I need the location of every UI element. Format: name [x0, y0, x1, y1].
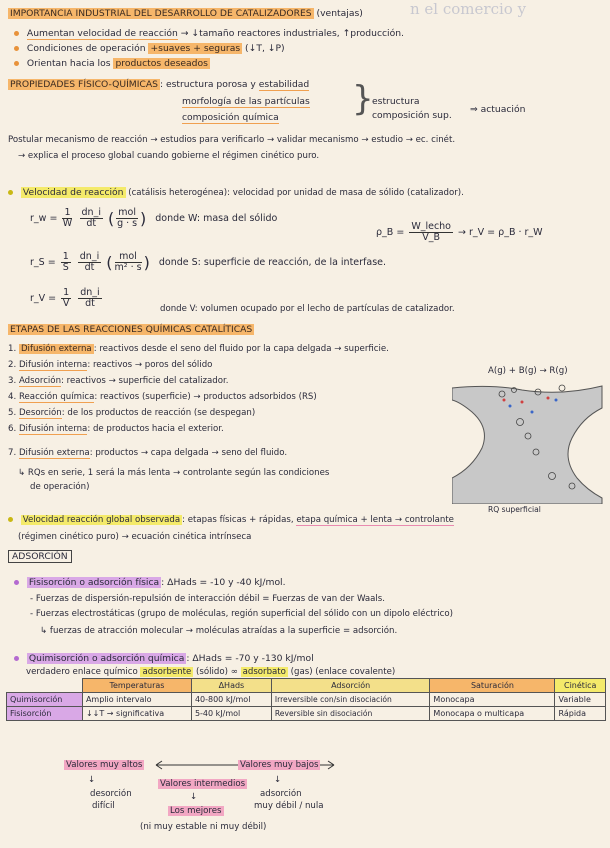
list-item: 6. Difusión interna: de productos hacia el exterior. — [8, 424, 224, 434]
footer-note: (ni muy estable ni muy débil) — [140, 822, 267, 832]
equation-note: donde V: volumen ocupado por el lecho de partículas de catalizador. — [160, 304, 455, 314]
list-item: 2. Difusión interna: reactivos → poros del sólido — [8, 360, 213, 370]
section-label: PROPIEDADES FÍSICO-QUÍMICAS — [10, 79, 158, 90]
bullet-icon — [14, 46, 19, 51]
list-item: Aumentan velocidad de reacción → ↓tamaño reactores industriales, ↑producción. — [14, 28, 404, 39]
equation-rw: r_w = $\frac{1}{W}$ $\frac{dn\_i}{dt}$ ( $\frac{\text{mol}}{g \cdot s}$ ) donde W: masa del sólido — [30, 207, 278, 229]
arrow-down-icon: ↓ — [190, 792, 198, 802]
bullet-icon — [14, 61, 19, 66]
brace-label: composición sup. — [372, 110, 452, 121]
section-label: Velocidad de reacción — [22, 187, 124, 198]
propiedades-row: PROPIEDADES FÍSICO-QUÍMICAS : estructura porosa y estabilidad — [10, 79, 310, 90]
bullet-icon — [8, 517, 13, 522]
table-header: Temperaturas — [82, 679, 191, 693]
footer-note: muy débil / nula — [254, 801, 324, 811]
section-label: ETAPAS DE LAS REACCIONES QUÍMICAS CATALÍTICAS — [10, 324, 253, 335]
velocidad-row: Velocidad de reacción (catálisis heterogénea): velocidad por unidad de masa de sólido (catalizador). — [8, 187, 464, 199]
equation-rho: ρ_B = $\frac{\text{W\_lecho}}{V\_B}$ → r_V = ρ_B · r_W — [376, 221, 543, 243]
quimi-line: verdadero enlace químico adsorbente (sólido) ∞ adsorbato (gas) (enlace covalente) — [26, 667, 396, 677]
page-subtitle: (ventajas) — [316, 8, 363, 19]
comparison-table — [6, 678, 606, 721]
paragraph-line: Postular mecanismo de reacción → estudios para verificarlo → validar mecanismo → estudio → ec. cinét. — [8, 135, 456, 145]
list-item: 5. Desorción: de los productos de reacción (se despegan) — [8, 408, 256, 418]
footer-note: difícil — [92, 801, 115, 811]
bullet-icon — [14, 580, 19, 585]
page-title: IMPORTANCIA INDUSTRIAL DEL DESARROLLO DE CATALIZADORES — [10, 8, 312, 19]
note-line: ↳ RQs en serie, 1 será la más lenta → controlante según las condiciones — [18, 468, 330, 478]
list-item: 1. Difusión externa : reactivos desde el seno del fluido por la capa delgada → superficie. — [8, 344, 389, 354]
scale-right-label: Valores muy bajos — [240, 760, 319, 770]
brace-label: estructura — [372, 96, 420, 107]
diagram-caption: RQ superficial — [488, 505, 541, 514]
table-row-header: Fisisorción — [7, 707, 83, 721]
list-item: 4. Reacción química: reactivos (superficie) → productos adsorbidos (RS) — [8, 392, 317, 402]
arrow-down-icon: ↓ — [274, 775, 282, 785]
list-item: Condiciones de operación +suaves + seguras (↓T, ↓P) — [14, 43, 285, 54]
pore-diagram-icon — [452, 378, 604, 504]
quimisorcion-row: Quimisorción o adsorción química : ΔHads = -70 y -130 kJ/mol — [14, 653, 314, 664]
list-item: - Fuerzas electrostáticas (grupo de moléculas, región superficial del sólido con un dipolo eléctrico) — [30, 609, 453, 619]
etapas-title-row — [8, 324, 254, 335]
bullet-icon — [8, 190, 13, 195]
adsorcion-title-row — [8, 551, 72, 562]
arrow-down-icon: ↓ — [88, 775, 96, 785]
equation-rv: r_V = $\frac{1}{V}$ $\frac{dn\_i}{dt}$ — [30, 287, 100, 309]
bullet-icon — [14, 31, 19, 36]
note-line: de operación) — [30, 482, 90, 492]
faded-bleed-text: n el comercio y — [410, 0, 527, 18]
propiedades-item: composición química — [182, 112, 279, 123]
paragraph-line: (régimen cinético puro) → ecuación cinética intrínseca — [18, 532, 252, 542]
table-row: Fisisorción ↓↓T → significativa 5-40 kJ/mol Reversible sin disociación Monocapa o multicapa Rápida — [7, 707, 606, 721]
bullet-icon — [14, 656, 19, 661]
table-header: ΔHads — [191, 679, 271, 693]
best-label: Los mejores — [170, 806, 222, 816]
table-row: Quimisorción Amplio intervalo 40-800 kJ/mol Irreversible con/sin disociación Monocapa Variable — [7, 693, 606, 707]
reaction-equation: A(g) + B(g) → R(g) — [488, 366, 568, 376]
footer-note: adsorción — [260, 789, 302, 799]
result-text: ⇒ actuación — [470, 104, 526, 115]
scale-mid-label: Valores intermedios — [160, 779, 246, 789]
list-item: Orientan hacia los productos deseados — [14, 58, 210, 69]
equation-rs: r_S = $\frac{1}{S}$ $\frac{dn\_i}{dt}$ ( $\frac{\text{mol}}{\text{m² · s}}$ ) donde S: superficie de reacción, de la interfase. — [30, 251, 387, 273]
list-item: 7. Difusión externa: productos → capa delgada → seno del fluido. — [8, 448, 288, 458]
table-row-header: Quimisorción — [7, 693, 83, 707]
propiedades-item: morfología de las partículas — [182, 96, 310, 107]
table-header: Adsorción — [271, 679, 430, 693]
note-line: ↳ fuerzas de atracción molecular → moléculas atraídas a la superficie = adsorción. — [40, 626, 398, 636]
table-header-row — [7, 679, 606, 693]
footer-note: desorción — [90, 789, 132, 799]
fisisorcion-row: Fisisorción o adsorción física : ΔHads = -10 y -40 kJ/mol. — [14, 577, 286, 588]
header-row — [8, 8, 363, 19]
paragraph-line: → explica el proceso global cuando gobierne el régimen cinético puro. — [18, 151, 320, 161]
global-row: Velocidad reacción global observada : etapas físicas + rápidas, etapa química + lenta → controlante — [8, 515, 454, 526]
table-header: Saturación — [430, 679, 555, 693]
section-title: ADSORCIÓN — [8, 550, 72, 563]
brace-icon: } — [352, 79, 374, 119]
list-item: 3. Adsorción: reactivos → superficie del catalizador. — [8, 376, 229, 386]
table-header: Cinética — [555, 679, 606, 693]
list-item: - Fuerzas de dispersión-repulsión de interacción débil = Fuerzas de van der Waals. — [30, 594, 386, 604]
scale-left-label: Valores muy altos — [66, 760, 143, 770]
